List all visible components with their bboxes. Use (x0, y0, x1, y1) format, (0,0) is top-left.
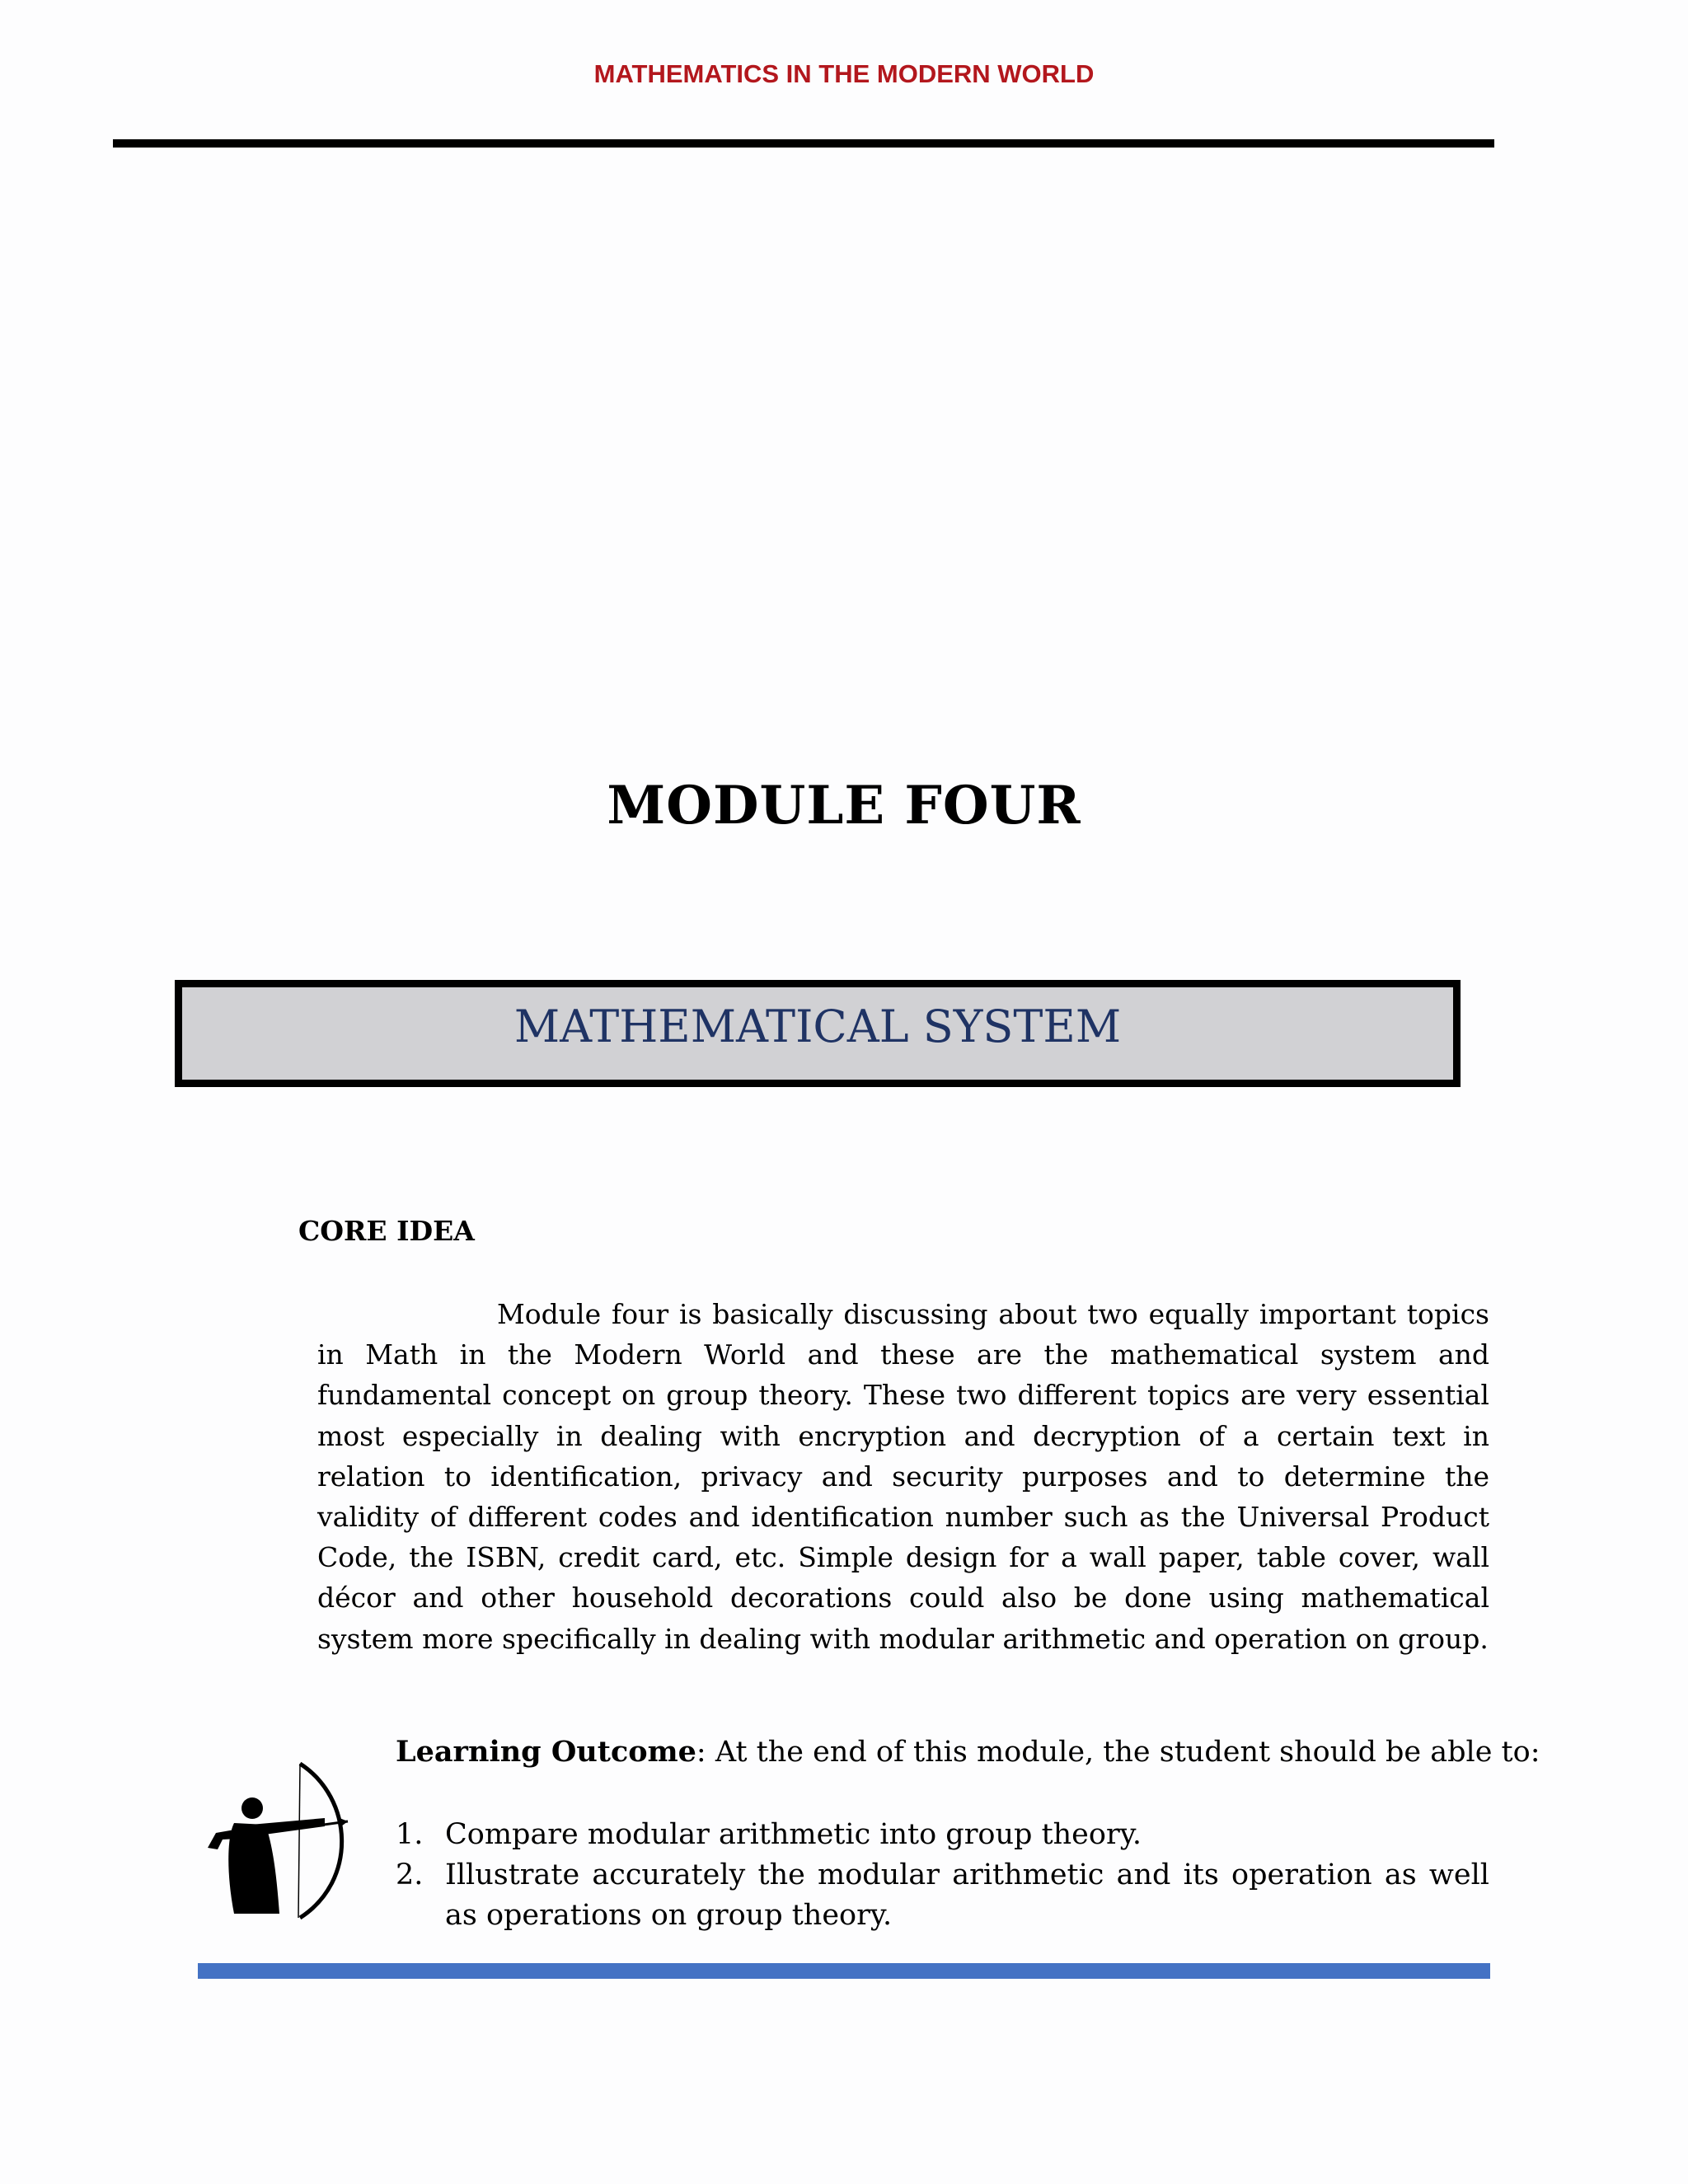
learning-outcome-intro-text: : At the end of this module, the student should be able to: (696, 1736, 1540, 1769)
header-rule (113, 139, 1494, 148)
topic-title: MATHEMATICAL SYSTEM (513, 1001, 1122, 1052)
module-title: MODULE FOUR (607, 775, 1081, 837)
core-idea-paragraph: Module four is basically discussing about two equally important topics in Math in the Modern World and these are the mathematical system and fundamental concept on group theory. These two different topics are very essential most especially in dealing with encryption and decryption of a certain text in relation to identification, privacy and security purposes and to determine the validity of different codes and identification number such as the Universal Product Code, the ISBN, credit card, etc. Simple design for a wall paper, table cover, wall décor and other household decorations could also be done using mathematical system more specifically in dealing with modular arithmetic and operation on group. (317, 1298, 1489, 1655)
list-item (396, 1855, 1489, 1936)
list-item (396, 1815, 1489, 1855)
learning-outcome-list (396, 1815, 1489, 1936)
core-idea-heading: CORE IDEA (298, 1215, 475, 1247)
learning-outcome-label: Learning Outcome (396, 1735, 696, 1769)
topic-box (175, 980, 1461, 1087)
list-item-text: Illustrate accurately the modular arithmetic and its operation as well as operations on group theory. (445, 1858, 1489, 1932)
list-item-number: 2. (396, 1858, 424, 1891)
running-header: MATHEMATICS IN THE MODERN WORLD (593, 59, 1095, 88)
footer-rule (198, 1963, 1490, 1979)
list-item-text: Compare modular arithmetic into group theory. (445, 1818, 1142, 1851)
learning-outcome-intro (396, 1735, 1540, 1769)
archer-silhouette-icon (201, 1757, 354, 1922)
list-item-number: 1. (396, 1818, 424, 1851)
